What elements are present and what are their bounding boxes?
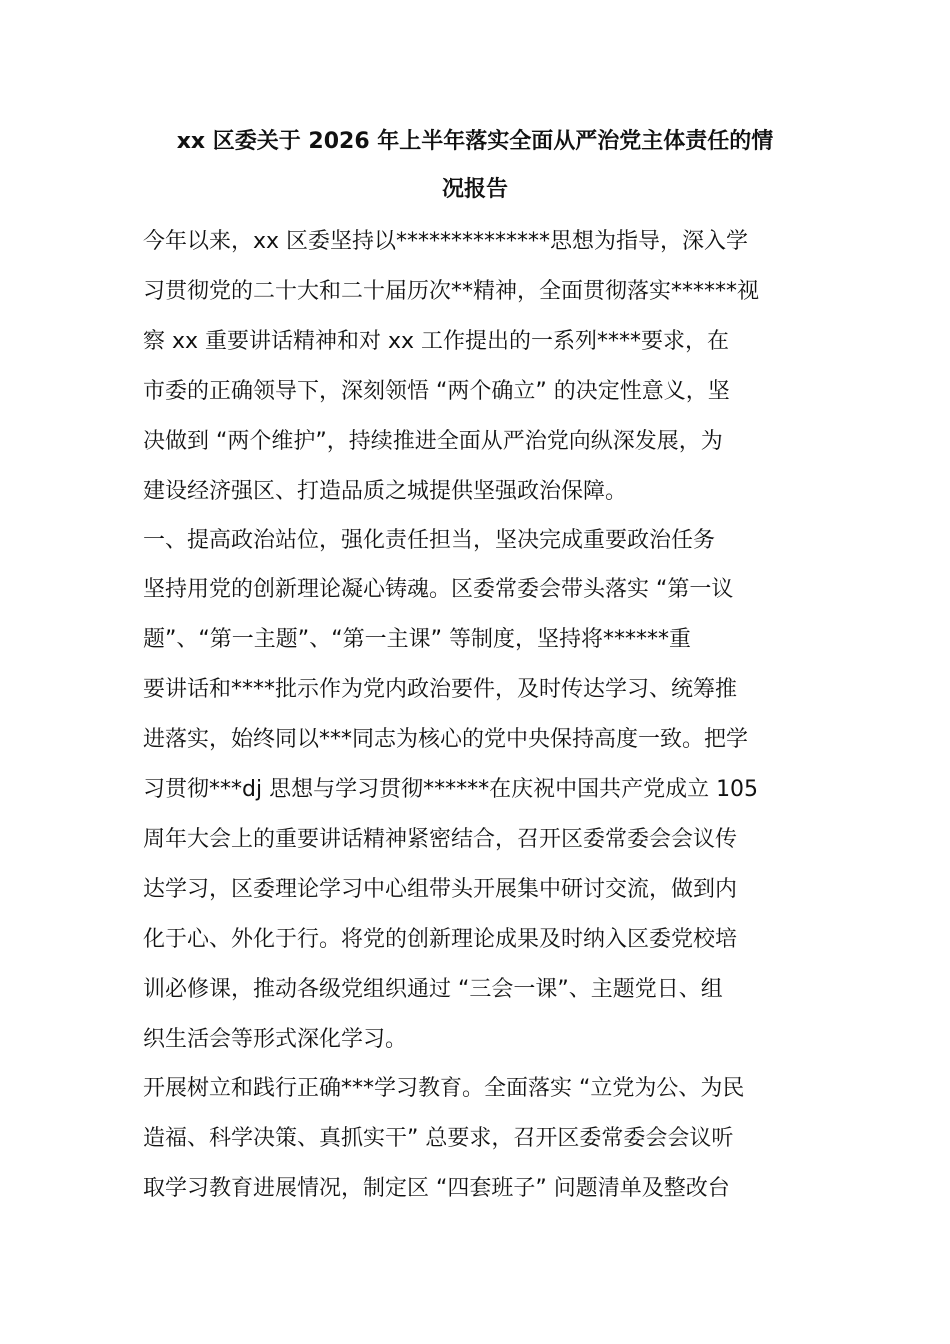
paragraph-line: 训必修课，推动各级党组织通过 “三会一课”、主题党日、组 (143, 977, 723, 1002)
paragraph-line: 要讲话和****批示作为党内政治要件，及时传达学习、统筹推 (143, 677, 738, 702)
paragraph-line: 题”、“第一主题”、“第一主课” 等制度，坚持将******重 (143, 627, 691, 652)
paragraph-line: 今年以来，xx 区委坚持以**************思想为指导，深入学 (143, 229, 749, 254)
paragraph-line: 建设经济强区、打造品质之城提供坚强政治保障。 (143, 479, 628, 504)
paragraph-line: 取学习教育进展情况，制定区 “四套班子” 问题清单及整改台 (143, 1176, 730, 1201)
section-heading: 一、提高政治站位，强化责任担当，坚决完成重要政治任务 (143, 528, 716, 553)
paragraph-line: 习贯彻***dj 思想与学习贯彻******在庆祝中国共产党成立 105 (143, 777, 759, 802)
paragraph-line: 织生活会等形式深化学习。 (143, 1027, 408, 1052)
paragraph-line: 市委的正确领导下，深刻领悟 “两个确立” 的决定性意义，坚 (143, 379, 730, 404)
paragraph-line: 造福、科学决策、真抓实干” 总要求，召开区委常委会会议听 (143, 1126, 734, 1151)
paragraph-line: 察 xx 重要讲话精神和对 xx 工作提出的一系列****要求，在 (143, 329, 730, 354)
paragraph-line: 达学习，区委理论学习中心组带头开展集中研讨交流，做到内 (143, 877, 738, 902)
document-title-line-2: 况报告 (441, 177, 508, 202)
document-title-line-1: xx 区委关于 2026 年上半年落实全面从严治党主体责任的情 (176, 129, 774, 154)
paragraph-line: 开展树立和践行正确***学习教育。全面落实 “立党为公、为民 (143, 1076, 745, 1101)
paragraph-line: 决做到 “两个维护”，持续推进全面从严治党向纵深发展，为 (143, 429, 723, 454)
paragraph-line: 进落实，始终同以***同志为核心的党中央保持高度一致。把学 (143, 727, 749, 752)
paragraph-line: 周年大会上的重要讲话精神紧密结合，召开区委常委会会议传 (143, 827, 738, 852)
paragraph-line: 化于心、外化于行。将党的创新理论成果及时纳入区委党校培 (143, 927, 738, 952)
paragraph-line: 坚持用党的创新理论凝心铸魂。区委常委会带头落实 “第一议 (143, 577, 734, 602)
paragraph-line: 习贯彻党的二十大和二十届历次**精神，全面贯彻落实******视 (143, 279, 760, 304)
